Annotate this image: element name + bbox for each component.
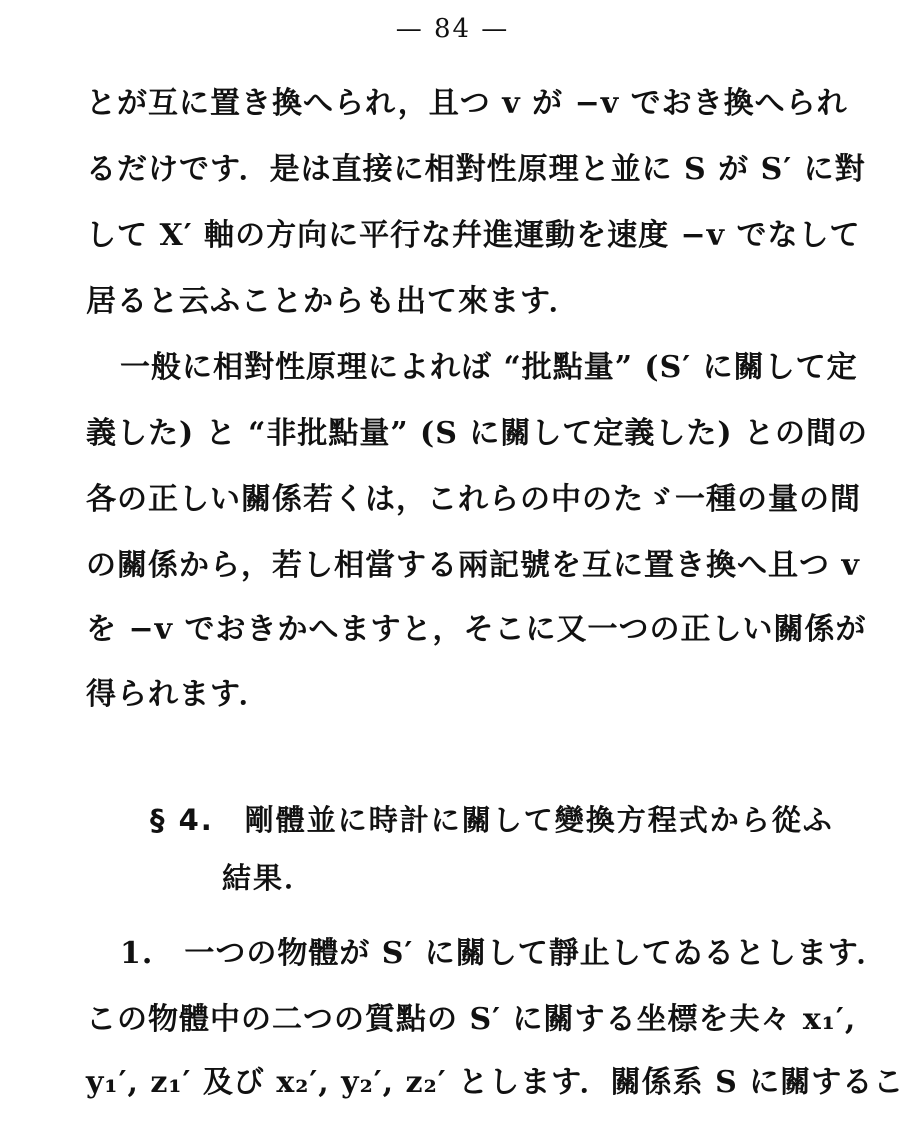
text-line: 得られます． (86, 677, 270, 712)
text-line: るだけです．是は直接に相對性原理と並に S が S′ に對 (86, 152, 866, 187)
text-line: 一般に相對性原理によれば “批點量” (S′ に關して定 (120, 350, 858, 385)
section-heading-continued: 結果． (222, 861, 316, 895)
text-line: この物體中の二つの質點の S′ に關する坐標を夫々 x₁′, (86, 1002, 857, 1037)
text-line: 義した) と “非批點量” (S に關して定義した) との間の (86, 416, 868, 451)
text-line: とが互に置き換へられ，且つ v が −v でおき換へられ (86, 86, 848, 121)
text-line: の關係から，若し相當する兩記號を互に置き換へ且つ v (86, 548, 860, 583)
text-line: して X′ 軸の方向に平行な幷進運動を速度 −v でなして (86, 218, 861, 253)
page-number: — 84 — (395, 14, 510, 44)
section-heading: § 4. 剛體並に時計に關して變換方程式から從ふ (150, 803, 834, 837)
text-line: y₁′, z₁′ 及び x₂′, y₂′, z₂′ とします．關係系 S に關するこ (86, 1065, 905, 1100)
text-line: 1. 一つの物體が S′ に關して靜止してゐるとします． (120, 936, 888, 971)
text-line: 各の正しい關係若くは，これらの中のたゞ一種の量の間 (86, 482, 861, 517)
text-line: を −v でおきかへますと，そこに又一つの正しい關係が (86, 612, 867, 647)
text-line: 居ると云ふことからも出て來ます． (86, 284, 580, 319)
